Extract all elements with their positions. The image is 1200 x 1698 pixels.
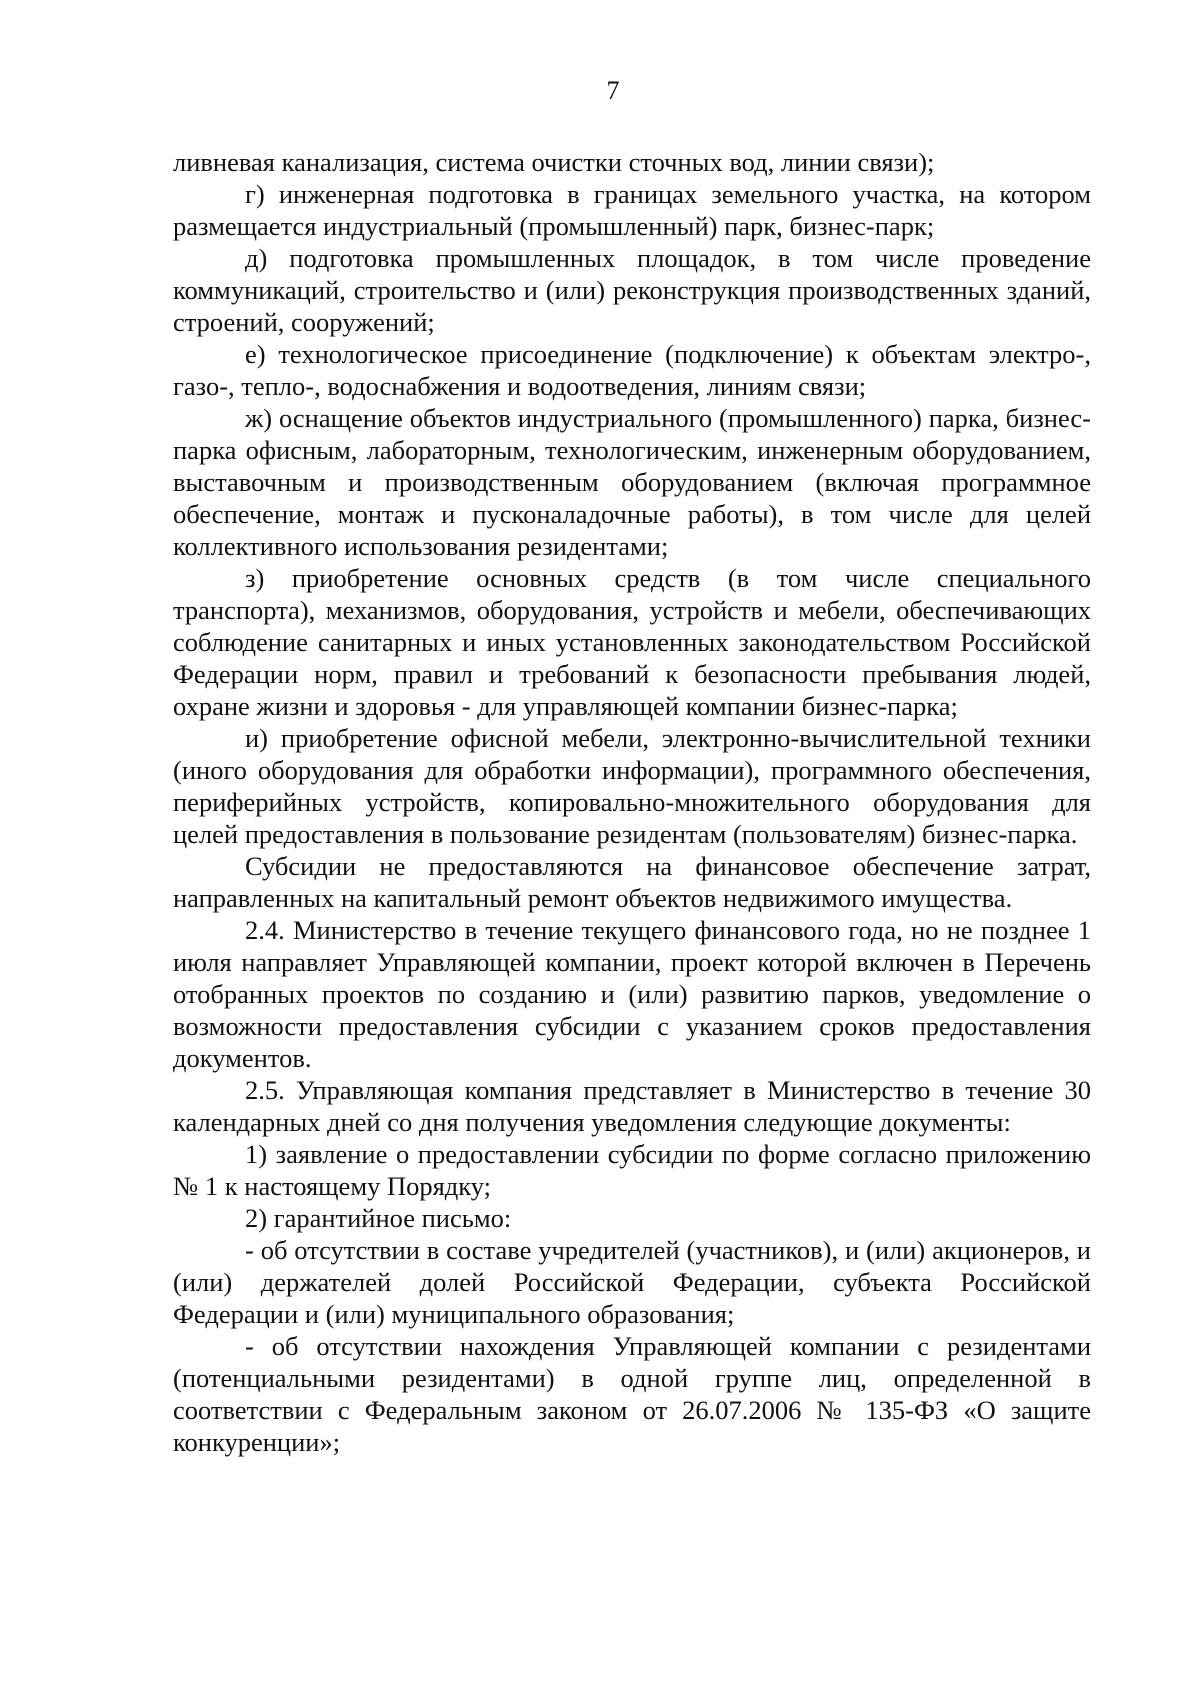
paragraph-clause-2-5: 2.5. Управляющая компания представляет в Министерство в течение 30 календарных дней со дня получения уведомления следующие документы: xyxy=(173,1075,1091,1137)
paragraph-item-g: г) инженерная подготовка в границах земельного участка, на котором размещается индустриальный (промышленный) парк, бизнес-парк; xyxy=(173,179,1091,241)
page-number: 7 xyxy=(606,76,620,105)
paragraph-document-2: 2) гарантийное письмо: xyxy=(245,1203,512,1233)
document-body xyxy=(173,146,1091,1458)
paragraph-guarantee-group: - об отсутствии нахождения Управляющей компании с резидентами (потенциальными резидентами) в одной группе лиц, определенной в соответствии с Федеральным законом от 26.07.2006 № 135-ФЗ «О защите конкуренции»; xyxy=(173,1331,1091,1457)
paragraph-clause-2-4: 2.4. Министерство в течение текущего финансового года, но не позднее 1 июля направляет Управляющей компании, проект которой включен в Перечень отобранных проектов по созданию и (или) развитию парков, уведомление о возможности предоставления субсидии с указанием сроков предоставления документов. xyxy=(173,915,1091,1073)
paragraph-item-z: з) приобретение основных средств (в том числе специального транспорта), механизмов, оборудования, устройств и мебели, обеспечивающих соблюдение санитарных и иных установленных законодательством Российской Федерации норм, правил и требований к безопасности пребывания людей, охране жизни и здоровья - для управляющей компании бизнес-парка; xyxy=(173,563,1091,721)
paragraph-item-d: д) подготовка промышленных площадок, в том числе проведение коммуникаций, строительство и (или) реконструкция производственных зданий, строений, сооружений; xyxy=(173,243,1091,337)
paragraph-item-e: е) технологическое присоединение (подключение) к объектам электро-, газо-, тепло-, водоснабжения и водоотведения, линиям связи; xyxy=(173,339,1091,401)
paragraph-guarantee-founders: - об отсутствии в составе учредителей (участников), и (или) акционеров, и (или) держателей долей Российской Федерации, субъекта Российской Федерации и (или) муниципального образования; xyxy=(173,1235,1091,1329)
paragraph-item-i: и) приобретение офисной мебели, электронно-вычислительной техники (иного оборудования для обработки информации), программного обеспечения, периферийных устройств, копировально-множительного оборудования для целей предоставления в пользование резидентам (пользователям) бизнес-парка. xyxy=(173,723,1091,849)
paragraph-continuation: ливневая канализация, система очистки сточных вод, линии связи); xyxy=(173,147,935,177)
paragraph-subsidy-exclusion: Субсидии не предоставляются на финансовое обеспечение затрат, направленных на капитальный ремонт объектов недвижимого имущества. xyxy=(173,851,1091,913)
paragraph-item-zh: ж) оснащение объектов индустриального (промышленного) парка, бизнес-парка офисным, лабораторным, технологическим, инженерным оборудованием, выставочным и производственным оборудованием (включая программное обеспечение, монтаж и пусконаладочные работы), в том числе для целей коллективного использования резидентами; xyxy=(173,403,1091,561)
paragraph-document-1: 1) заявление о предоставлении субсидии по форме согласно приложению № 1 к настоящему Порядку; xyxy=(173,1139,1091,1201)
